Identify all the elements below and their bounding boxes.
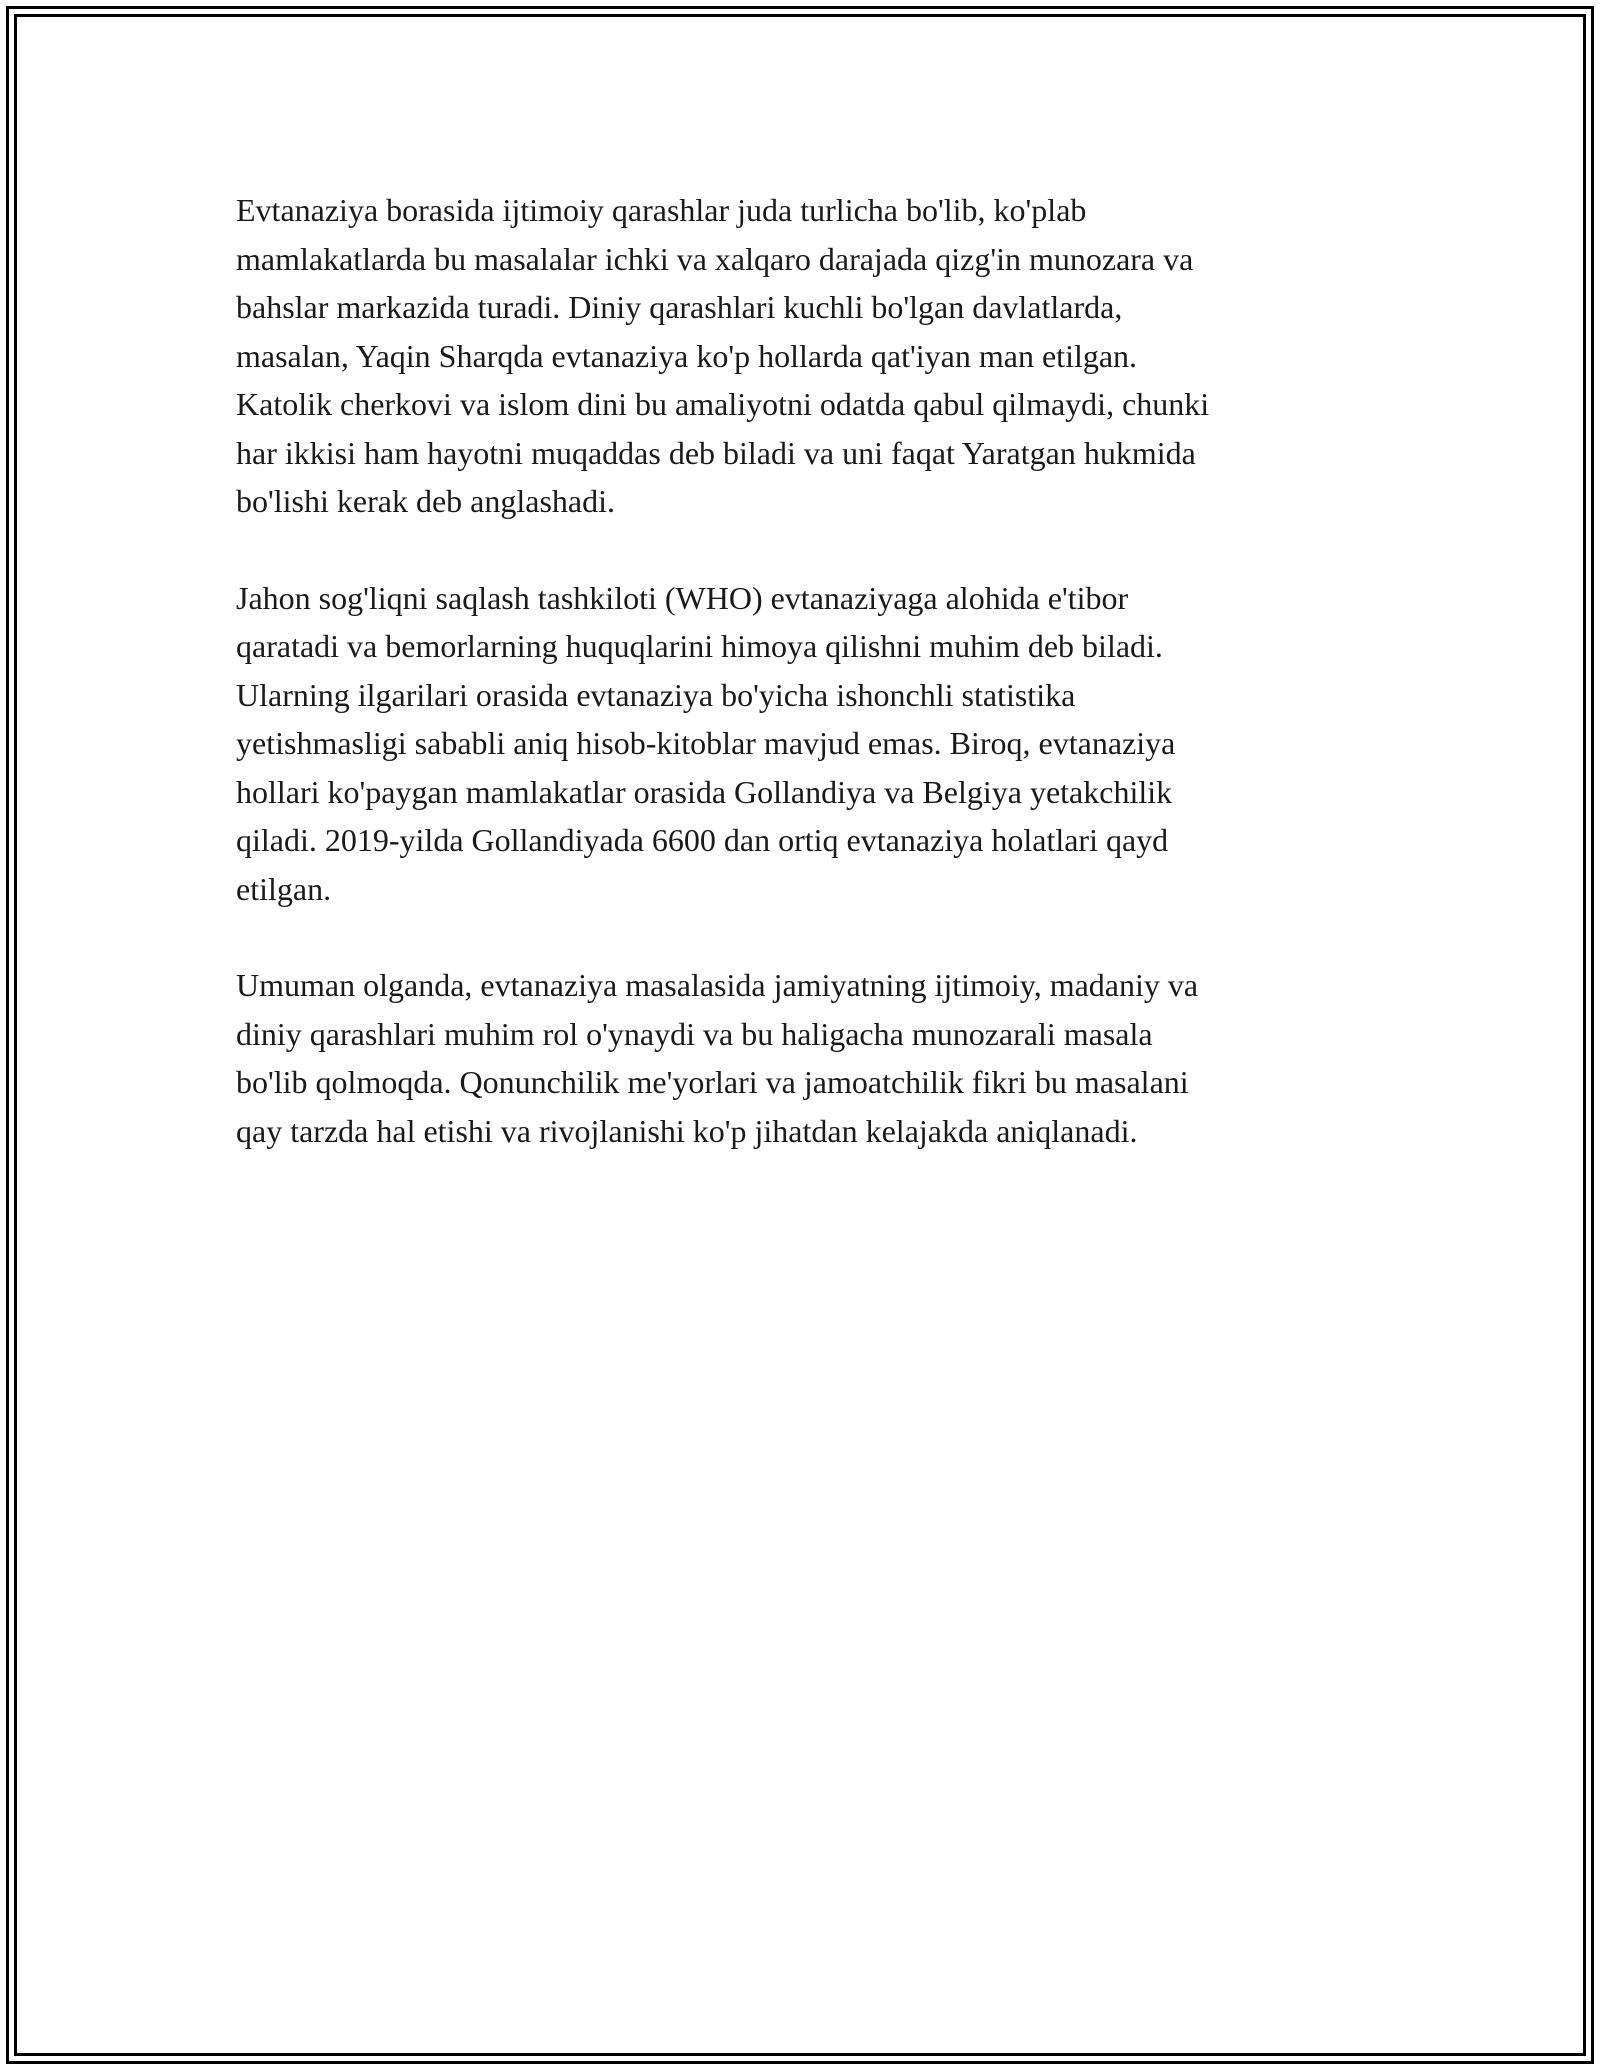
text-line: diniy qarashlari muhim rol o'ynaydi va bu haligacha munozarali masala <box>236 1015 1153 1052</box>
paragraph-1 <box>236 186 1366 526</box>
text-line: mamlakatlarda bu masalalar ichki va xalqaro darajada qizg'in munozara va <box>236 240 1194 277</box>
text-line: hollari ko'paygan mamlakatlar orasida Gollandiya va Belgiya yetakchilik <box>236 773 1173 810</box>
text-line: qaratadi va bemorlarning huquqlarini himoya qilishni muhim deb biladi. <box>236 628 1163 664</box>
text-line: qiladi. 2019-yilda Gollandiyada 6600 dan ortiq evtanaziya holatlari qayd <box>236 822 1169 858</box>
text-line: bo'lishi kerak deb anglashadi. <box>236 483 615 519</box>
document-body <box>236 186 1366 1203</box>
text-line: Ularning ilgarilari orasida evtanaziya bo'yicha ishonchli statistika <box>236 676 1076 713</box>
text-line: Umuman olganda, evtanaziya masalasida jamiyatning ijtimoiy, madaniy va <box>236 967 1199 1003</box>
text-line: bahslar markazida turadi. Diniy qarashlari kuchli bo'lgan davlatlarda, <box>236 289 1123 325</box>
text-line: etilgan. <box>236 870 332 907</box>
text-line: Evtanaziya borasida ijtimoiy qarashlar juda turlicha bo'lib, ko'plab <box>236 192 1087 228</box>
text-line: qay tarzda hal etishi va rivojlanishi ko'p jihatdan kelajakda aniqlanadi. <box>236 1112 1138 1149</box>
text-line: har ikkisi ham hayotni muqaddas deb biladi va uni faqat Yaratgan hukmida <box>236 434 1196 471</box>
text-line: Jahon sog'liqni saqlash tashkiloti (WHO) evtanaziyaga alohida e'tibor <box>236 579 1129 616</box>
text-line: Katolik cherkovi va islom dini bu amaliyotni odatda qabul qilmaydi, chunki <box>236 386 1210 422</box>
paragraph-2 <box>236 574 1366 914</box>
text-line: yetishmasligi sababli aniq hisob-kitoblar mavjud emas. Biroq, evtanaziya <box>236 725 1176 761</box>
text-line: masalan, Yaqin Sharqda evtanaziya ko'p hollarda qat'iyan man etilgan. <box>236 337 1138 374</box>
text-line: bo'lib qolmoqda. Qonunchilik me'yorlari va jamoatchilik fikri bu masalani <box>236 1064 1189 1100</box>
paragraph-3 <box>236 961 1366 1155</box>
